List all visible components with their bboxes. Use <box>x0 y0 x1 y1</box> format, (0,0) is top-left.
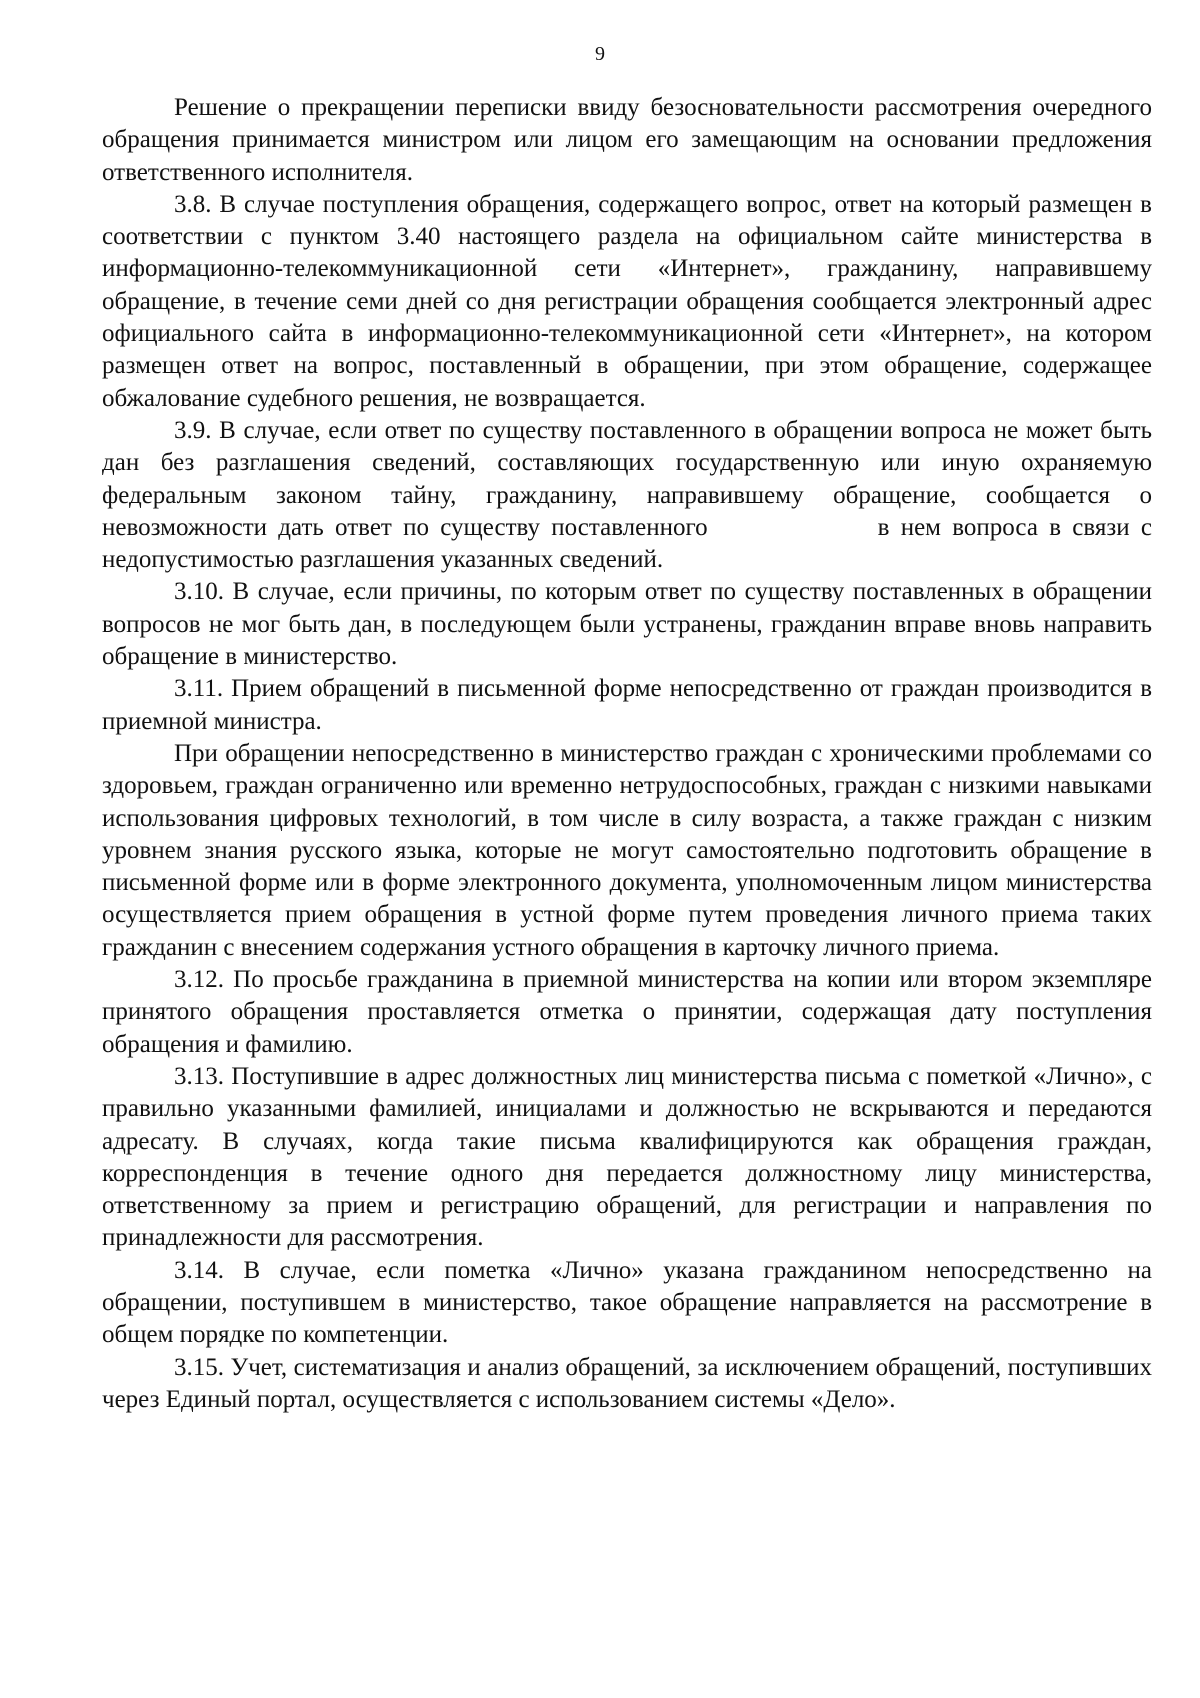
paragraph-3-9-part-2: в нем вопроса в связи с недопустимостью разглашения указанных сведений. <box>102 513 1152 574</box>
paragraph-3-15: 3.15. Учет, систематизация и анализ обращений, за исключением обращений, поступивших через Единый портал, осуществляется с использованием системы «Дело». <box>102 1353 1152 1413</box>
paragraph-3-8: 3.8. В случае поступления обращения, содержащего вопрос, ответ на который размещен в соответствии с пунктом 3.40 настоящего раздела на официальном сайте министерства в информационно-телекоммуникационной сети «Интернет», гражданину, направившему обращение, в течение семи дней со дня регистрации обращения сообщается электронный адрес официального сайта в информационно-телекоммуникационной сети «Интернет», на котором размещен ответ на вопрос, поставленный в обращении, при этом обращение, содержащее обжалование судебного решения, не возвращается. <box>102 190 1152 412</box>
page-number: 9 <box>595 43 605 65</box>
document-body <box>102 92 1152 1416</box>
paragraph-3-9-part-1: 3.9. В случае, если ответ по существу поставленного в обращении вопроса не может быть дан без разглашения сведений, составляющих государственную или иную охраняемую федеральным законом тайну, гражданину, направившему обращение, сообщается о невозможности дать ответ по существу поставленного <box>102 416 1152 541</box>
paragraph-decision-termination: Решение о прекращении переписки ввиду безосновательности рассмотрения очередного обращения принимается министром или лицом его замещающим на основании предложения ответственного исполнителя. <box>102 94 1152 186</box>
paragraph-3-11: 3.11. Прием обращений в письменной форме непосредственно от граждан производится в приемной министра. <box>102 675 1152 735</box>
paragraph-3-14: 3.14. В случае, если пометка «Лично» указана гражданином непосредственно на обращении, поступившем в министерство, такое обращение направляется на рассмотрение в общем порядке по компетенции. <box>102 1256 1152 1349</box>
paragraph-3-9 <box>102 415 1152 576</box>
paragraph-3-10: 3.10. В случае, если причины, по которым ответ по существу поставленных в обращении вопросов не мог быть дан, в последующем были устранены, гражданин вправе вновь направить обращение в министерство. <box>102 578 1152 671</box>
paragraph-personal-reception: При обращении непосредственно в министерство граждан с хроническими проблемами со здоровьем, граждан ограниченно или временно нетрудоспособных, граждан с низкими навыками использования цифровых технологий, в том числе в силу возраста, а также граждан с низким уровнем знания русского языка, которые не могут самостоятельно подготовить обращение в письменной форме или в форме электронного документа, уполномоченным лицом министерства осуществляется прием обращения в устной форме путем проведения личного приема таких гражданин с внесением содержания устного обращения в карточку личного приема. <box>102 739 1152 961</box>
paragraph-3-12: 3.12. По просьбе гражданина в приемной министерства на копии или втором экземпляре принятого обращения проставляется отметка о принятии, содержащая дату поступления обращения и фамилию. <box>102 966 1152 1058</box>
paragraph-3-13: 3.13. Поступившие в адрес должностных лиц министерства письма с пометкой «Лично», с правильно указанными фамилией, инициалами и должностью не вскрываются и передаются адресату. В случаях, когда такие письма квалифицируются как обращения граждан, корреспонденция в течение одного дня передается должностному лицу министерства, ответственному за прием и регистрацию обращений, для регистрации и направления по принадлежности для рассмотрения. <box>102 1062 1152 1252</box>
